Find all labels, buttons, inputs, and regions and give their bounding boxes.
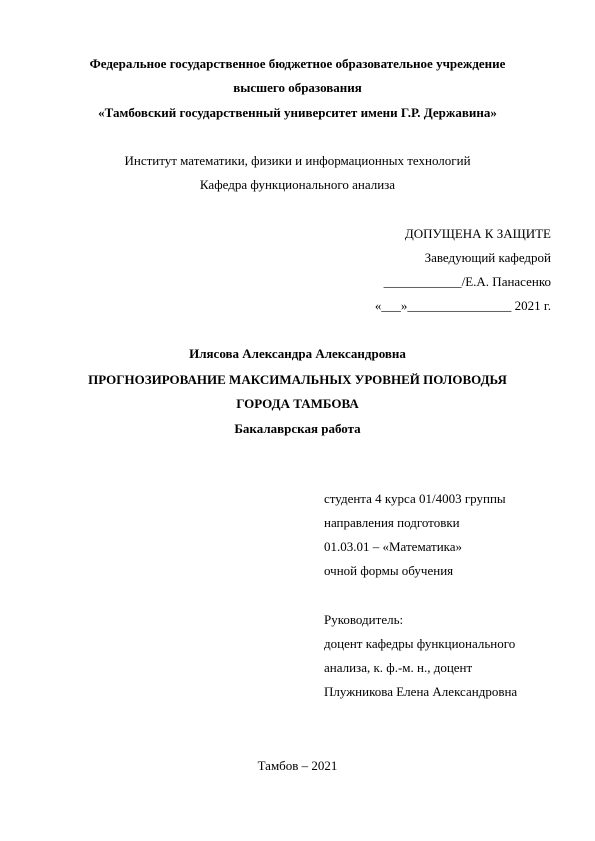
work-title-line-2: ГОРОДА ТАМБОВА <box>236 396 359 411</box>
student-info-line-2: направления подготовки <box>324 515 460 530</box>
approval-date: «___»________________ 2021 г. <box>374 298 551 313</box>
supervisor-position-line-2: анализа, к. ф.-м. н., доцент <box>324 660 473 675</box>
approval-signature: ____________/Е.А. Панасенко <box>383 274 551 289</box>
author-name: Илясова Александра Александровна <box>189 346 406 361</box>
supervisor-label: Руководитель: <box>324 612 404 627</box>
student-info-line-4: очной формы обучения <box>324 563 454 578</box>
student-info-line-3: 01.03.01 – «Математика» <box>324 539 463 554</box>
approval-position: Заведующий кафедрой <box>424 250 551 265</box>
work-title-line-1: ПРОГНОЗИРОВАНИЕ МАКСИМАЛЬНЫХ УРОВНЕЙ ПОЛОВОДЬЯ <box>88 372 507 387</box>
university-name: «Тамбовский государственный университет имени Г.Р. Державина» <box>98 105 497 120</box>
institute-name: Институт математики, физики и информационных технологий <box>124 153 471 168</box>
department-name: Кафедра функционального анализа <box>199 177 396 192</box>
supervisor-name: Плужникова Елена Александровна <box>324 684 518 699</box>
approval-title: ДОПУЩЕНА К ЗАЩИТЕ <box>404 226 551 241</box>
university-header-line-2: высшего образования <box>233 80 362 95</box>
supervisor-position-line-1: доцент кафедры функционального <box>324 636 516 651</box>
student-info-line-1: студента 4 курса 01/4003 группы <box>324 491 506 506</box>
work-type: Бакалаврская работа <box>234 421 361 436</box>
city-year: Тамбов – 2021 <box>257 758 338 773</box>
university-header-line-1: Федеральное государственное бюджетное образовательное учреждение <box>89 56 506 71</box>
